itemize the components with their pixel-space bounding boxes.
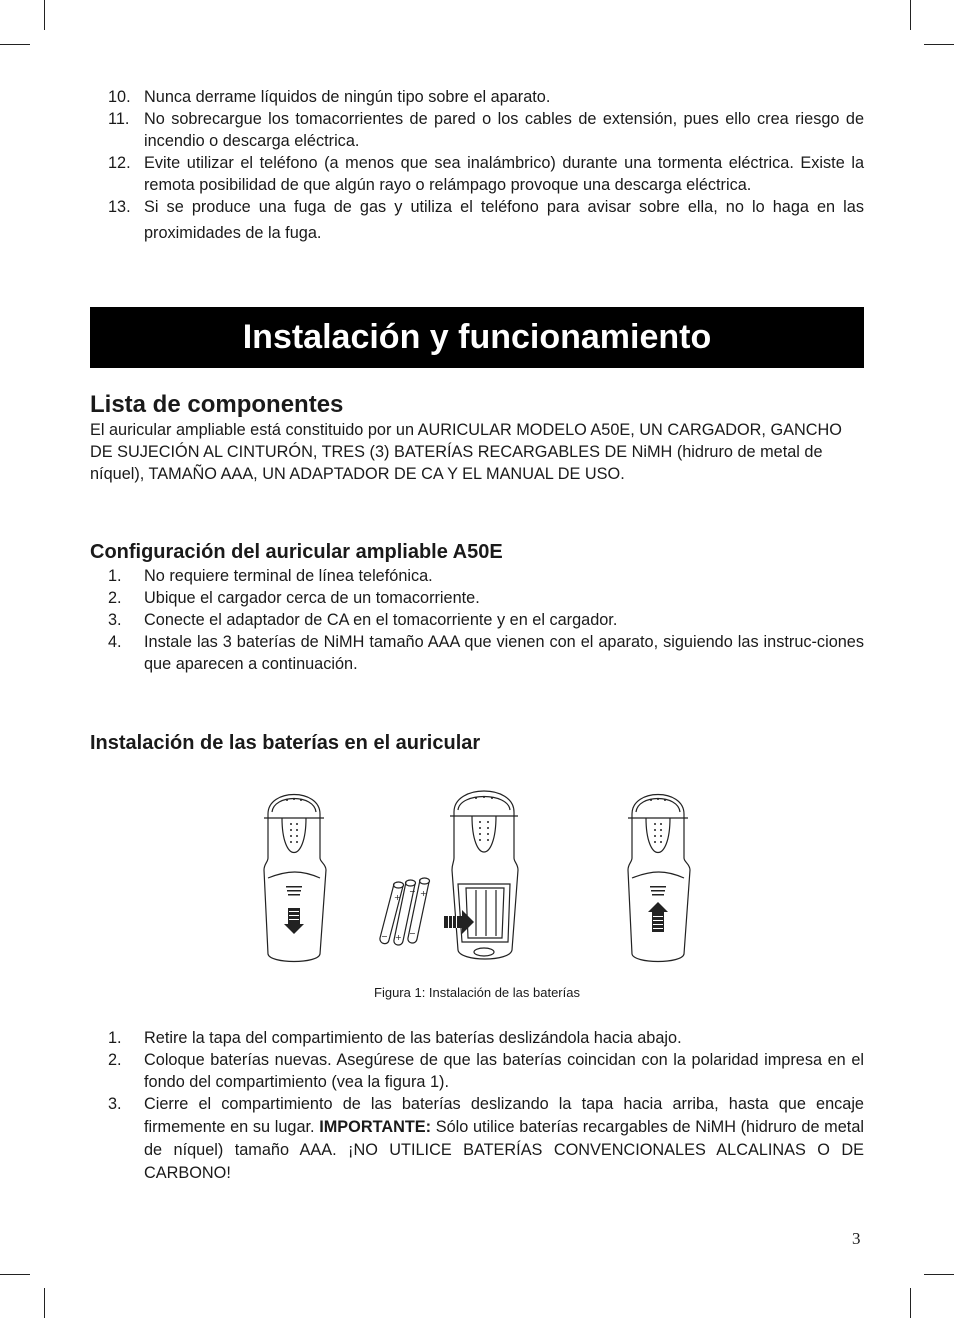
svg-text:+: +: [420, 889, 427, 898]
batteries-illustration: [376, 874, 440, 950]
crop-mark: [910, 0, 911, 30]
crop-mark: [910, 1288, 911, 1318]
section-banner: [90, 307, 864, 368]
crop-mark: [0, 44, 30, 45]
handset-cover-down-illustration: [258, 784, 330, 966]
list-item: 2. Ubique el cargador cerca de un tomacorriente.: [108, 589, 480, 607]
components-heading: Lista de componentes: [90, 391, 344, 418]
svg-text:+: +: [395, 933, 402, 942]
svg-text:+: +: [394, 893, 401, 902]
important-label: IMPORTANTE:: [319, 1118, 432, 1136]
figure-caption: Figura 1: Instalación de las baterías: [374, 985, 580, 1000]
handset-cover-up-illustration: [622, 784, 694, 966]
list-item: 13. Si se produce una fuga de gas y utiliza el teléfono para avisar sobre ella, no lo haga en las proximidades de la fuga.: [108, 198, 864, 242]
battery-steps-list: [0, 1027, 954, 1185]
crop-mark: [924, 1274, 954, 1275]
list-item: 1. No requiere terminal de línea telefónica.: [108, 567, 433, 585]
list-item: 3. Conecte el adaptador de CA en el tomacorriente y en el cargador.: [108, 611, 618, 629]
list-item: 4. Instale las 3 baterías de NiMH tamaño AAA que vienen con el aparato, siguiendo las instruc-ciones que aparecen a continuación.: [108, 633, 864, 673]
banner-title: Instalación y funcionamiento: [242, 318, 712, 356]
list-item: 12. Evite utilizar el teléfono (a menos que sea inalámbrico) durante una tormenta eléctrica. Existe la remota posibilidad de que algún rayo o relámpago provoque una descarga eléctrica.: [108, 154, 864, 194]
svg-text:−: −: [381, 932, 388, 941]
list-item: 2. Coloque baterías nuevas. Asegúrese de que las baterías coincidan con la polaridad impresa en el fondo del compartimiento (vea la figura 1).: [108, 1051, 864, 1091]
list-item: 11. No sobrecargue los tomacorrientes de pared o los cables de extensión, pues ello crea riesgo de incendio o descarga eléctrica.: [108, 110, 864, 150]
config-heading: Configuración del auricular ampliable A50E: [90, 541, 503, 563]
safety-list: [0, 86, 954, 246]
crop-mark: [44, 1288, 45, 1318]
crop-mark: [0, 1274, 30, 1275]
crop-mark: [44, 0, 45, 30]
svg-text:−: −: [409, 887, 416, 896]
svg-text:−: −: [409, 929, 416, 938]
crop-mark: [924, 44, 954, 45]
battery-heading: Instalación de las baterías en el auricular: [90, 732, 481, 754]
config-list: [0, 565, 954, 675]
handset-open-compartment-illustration: [440, 780, 524, 966]
page-number: 3: [852, 1229, 861, 1248]
list-item: 1. Retire la tapa del compartimiento de las baterías deslizándola hacia abajo.: [108, 1029, 682, 1047]
components-text: El auricular ampliable está constituido por un AURICULAR MODELO A50E, UN CARGADOR, GANCHO DE SUJECIÓN AL CINTURÓN, TRES (3) BATERÍAS RECARGABLES DE NiMH (hidruro de metal de níquel), TAMAÑO AAA, UN ADAPTADOR DE CA Y EL MANUAL DE USO.: [90, 421, 842, 483]
list-item: 3. Cierre el compartimiento de las baterías deslizando la tapa hacia arriba, hasta que encaje firmemente en su lugar. IMPORTANTE: Sólo utilice baterías recargables de NiMH (hidruro de metal de níquel) tamaño AAA. ¡NO UTILICE BATERÍAS CONVENCIONALES ALCALINAS O DE CARBONO!: [108, 1095, 864, 1182]
list-item: 10. Nunca derrame líquidos de ningún tipo sobre el aparato.: [108, 88, 551, 106]
